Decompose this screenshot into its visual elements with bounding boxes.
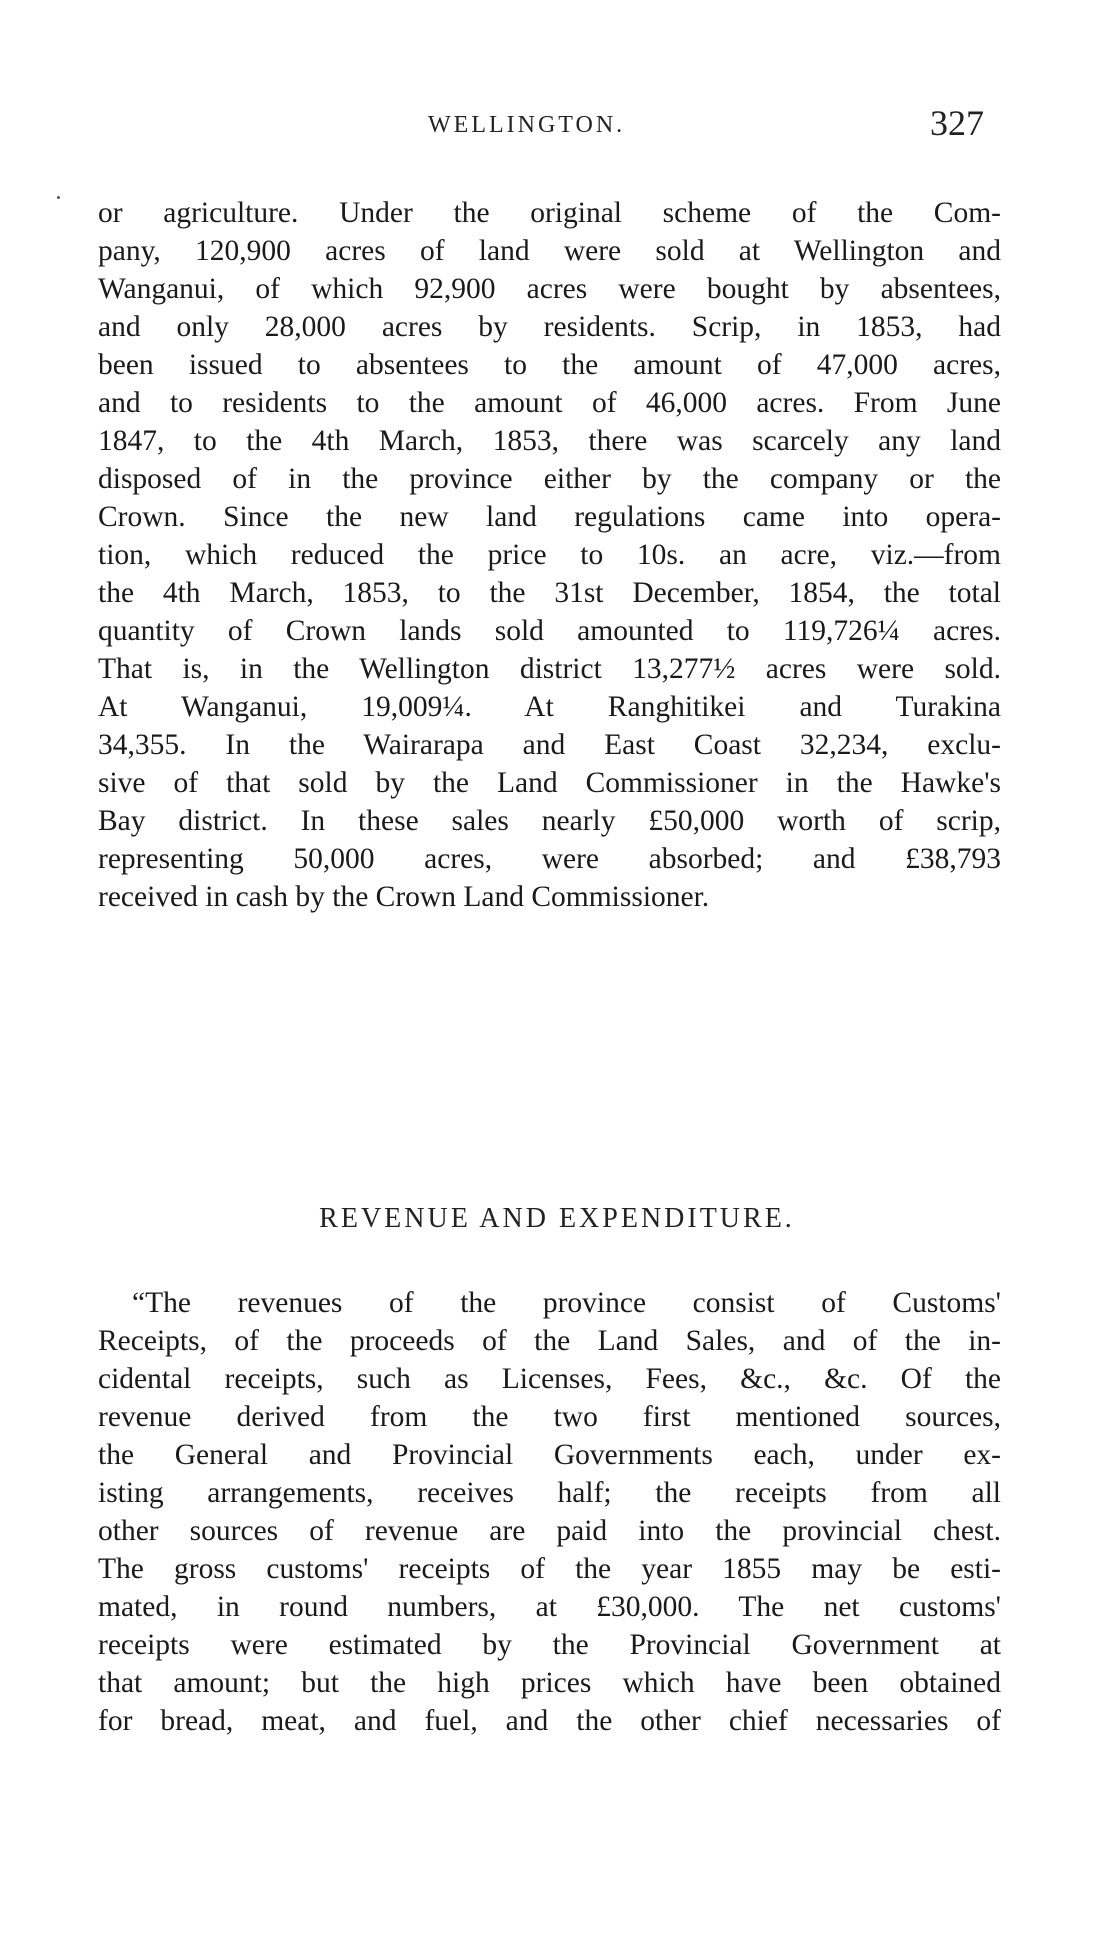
text-line: disposed of in the province either by the company or the [98,463,1001,495]
text-line: That is, in the Wellington district 13,277½ acres were sold. [98,653,1001,685]
text-line: quantity of Crown lands sold amounted to 119,726¼ acres. [98,615,1001,647]
text-line: receipts were estimated by the Provincial Government at [98,1629,1001,1661]
text-line: 34,355. In the Wairarapa and East Coast 32,234, exclu- [98,729,1001,761]
text-line: isting arrangements, receives half; the receipts from all [98,1477,1001,1509]
text-line: cidental receipts, such as Licenses, Fees, &c., &c. Of the [98,1363,1001,1395]
text-line: Crown. Since the new land regulations came into opera- [98,501,1001,533]
ink-speck [57,196,60,199]
text-line: pany, 120,900 acres of land were sold at Wellington and [98,235,1001,267]
text-line: The gross customs' receipts of the year 1855 may be esti- [98,1553,1001,1585]
text-line: 1847, to the 4th March, 1853, there was scarcely any land [98,425,1001,457]
text-line: and only 28,000 acres by residents. Scrip, in 1853, had [98,311,1001,343]
text-line: representing 50,000 acres, were absorbed; and £38,793 [98,843,1001,875]
text-line: been issued to absentees to the amount of 47,000 acres, [98,349,1001,381]
text-line: mated, in round numbers, at £30,000. The net customs' [98,1591,1001,1623]
section-heading: REVENUE AND EXPENDITURE. [319,1203,795,1234]
text-line: Bay district. In these sales nearly £50,000 worth of scrip, [98,805,1001,837]
text-line: sive of that sold by the Land Commissioner in the Hawke's [98,767,1001,799]
text-line: or agriculture. Under the original scheme of the Com- [98,197,1001,229]
text-line: At Wanganui, 19,009¼. At Ranghitikei and Turakina [98,691,1001,723]
text-line: that amount; but the high prices which have been obtained [98,1667,1001,1699]
text-line: received in cash by the Crown Land Commissioner. [98,881,710,913]
text-line: tion, which reduced the price to 10s. an acre, viz.—from [98,539,1001,571]
text-line: the General and Provincial Governments each, under ex- [98,1439,1001,1471]
text-line: for bread, meat, and fuel, and the other chief necessaries of [98,1705,1001,1737]
text-line: the 4th March, 1853, to the 31st December, 1854, the total [98,577,1001,609]
text-line: “The revenues of the province consist of Customs' [132,1287,1001,1319]
text-line: and to residents to the amount of 46,000 acres. From June [98,387,1001,419]
text-line: revenue derived from the two first mentioned sources, [98,1401,1001,1433]
text-line: Wanganui, of which 92,900 acres were bought by absentees, [98,273,1001,305]
text-line: other sources of revenue are paid into the provincial chest. [98,1515,1001,1547]
running-title: WELLINGTON. [428,112,626,138]
text-line: Receipts, of the proceeds of the Land Sales, and of the in- [98,1325,1001,1357]
page-number: 327 [930,103,984,143]
